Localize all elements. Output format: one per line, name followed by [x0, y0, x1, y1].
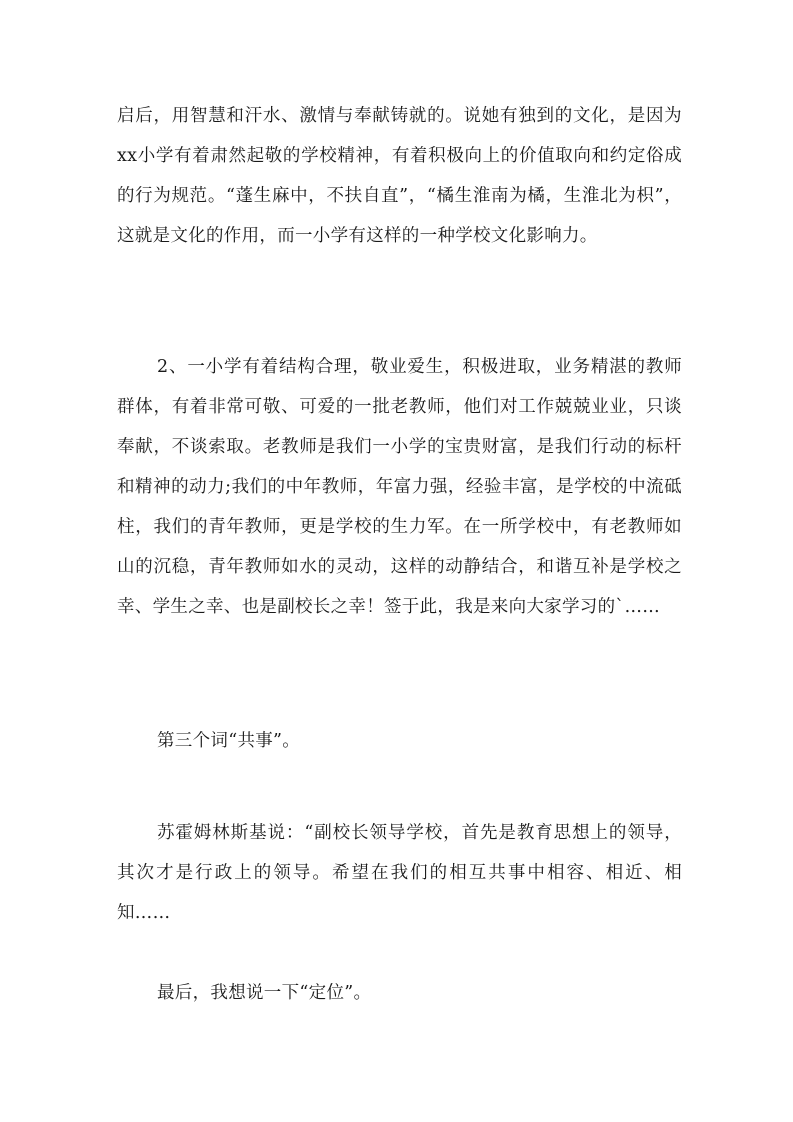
paragraph-culture: 启后，用智慧和汗水、激情与奉献铸就的。说她有独到的文化，是因为xx小学有着肃然起敬的学校精神，有着积极向上的价值取向和约定俗成的行为规范。“蓬生麻中，不扶自直”，“橘生淮南为橘，生淮北为枳”，这就是文化的作用，而一小学有这样的一种学校文化影响力。 — [117, 106, 682, 246]
paragraph-quote: 苏霍姆林斯基说：“副校长领导学校，首先是教育思想上的领导，其次才是行政上的领导。希望在我们的相互共事中相容、相近、相知…… — [117, 823, 682, 923]
paragraph-positioning: 最后，我想说一下“定位”。 — [157, 983, 372, 1003]
paragraph-third-word: 第三个词“共事”。 — [157, 731, 301, 751]
paragraph-teachers: 2、一小学有着结构合理，敬业爱生，积极进取，业务精湛的教师群体，有着非常可敬、可爱的一批老教师，他们对工作兢兢业业，只谈奉献，不谈索取。老教师是我们一小学的宝贵财富，是我们行动的标杆和精神的动力;我们的中年教师，年富力强，经验丰富，是学校的中流砥柱，我们的青年教师，更是学校的生力军。在一所学校中，有老教师如山的沉稳，青年教师如水的灵动，这样的动静结合，和谐互补是学校之幸、学生之幸、也是副校长之幸！签于此，我是来向大家学习的`…… — [117, 357, 682, 617]
